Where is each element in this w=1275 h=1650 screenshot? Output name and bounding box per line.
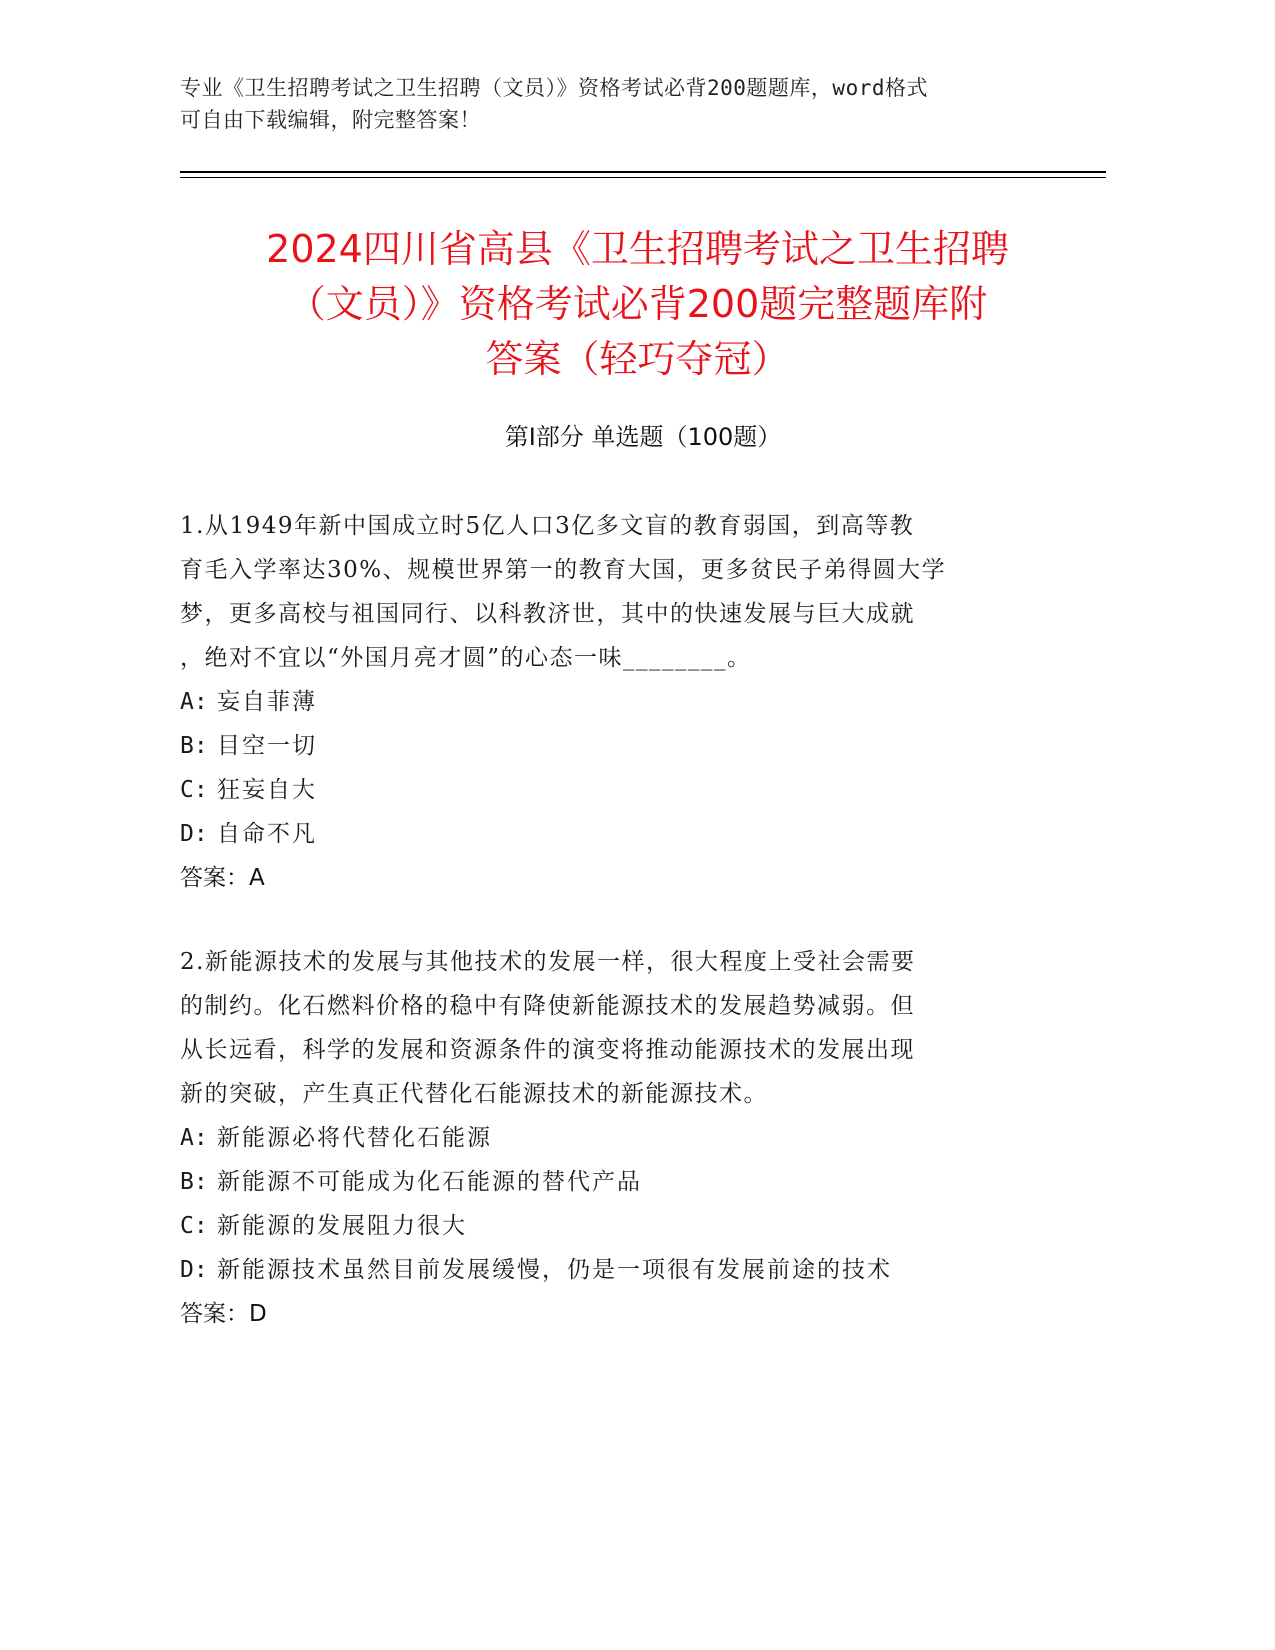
question-stem-line: ，绝对不宜以“外国月亮才圆”的心态一味________。 (180, 645, 752, 671)
option-letter: A: (180, 689, 208, 715)
header-divider-thick (180, 171, 1106, 173)
option-d (180, 1248, 1040, 1292)
document-title-line-2: （文员）》资格考试必背200题完整题库附 (287, 282, 988, 326)
option-b (180, 1160, 1040, 1204)
option-text: 妄自菲薄 (217, 689, 318, 715)
option-text: 新能源必将代替化石能源 (217, 1125, 493, 1151)
header-note-line-1: 专业《卫生招聘考试之卫生招聘（文员）》资格考试必背200题题库，word格式 (180, 76, 928, 100)
document-title-line-1: 2024四川省高县《卫生招聘考试之卫生招聘 (266, 227, 1009, 271)
question-stem-line: 新的突破，产生真正代替化石能源技术的新能源技术。 (180, 1081, 768, 1107)
section-title: 第Ⅰ部分 单选题（100题） (504, 423, 782, 451)
option-c (180, 768, 1040, 812)
header-note (180, 72, 1040, 136)
question-stem-line: 的制约。化石燃料价格的稳中有降使新能源技术的发展趋势减弱。但 (180, 993, 915, 1019)
option-text: 自命不凡 (217, 821, 318, 847)
answer: 答案：A (180, 865, 265, 891)
option-letter: C: (180, 1213, 208, 1239)
option-letter: C: (180, 777, 208, 803)
document-title (150, 222, 1125, 387)
question-stem-line: 育毛入学率达30%、规模世界第一的教育大国，更多贫民子弟得圆大学 (180, 557, 947, 583)
answer: 答案：D (180, 1301, 267, 1327)
option-letter: D: (180, 821, 208, 847)
option-text: 狂妄自大 (217, 777, 318, 803)
question-1 (180, 504, 1040, 900)
option-a (180, 1116, 1040, 1160)
question-stem-line: 2.新能源技术的发展与其他技术的发展一样，很大程度上受社会需要 (180, 949, 916, 975)
option-text: 目空一切 (217, 733, 318, 759)
question-stem-line: 梦，更多高校与祖国同行、以科教济世，其中的快速发展与巨大成就 (180, 601, 915, 627)
option-text: 新能源的发展阻力很大 (217, 1213, 468, 1239)
option-letter: B: (180, 733, 208, 759)
option-letter: B: (180, 1169, 208, 1195)
option-text: 新能源技术虽然目前发展缓慢，仍是一项很有发展前途的技术 (217, 1257, 893, 1283)
option-text: 新能源不可能成为化石能源的替代产品 (217, 1169, 643, 1195)
question-2 (180, 940, 1040, 1336)
document-title-line-3: 答案（轻巧夺冠） (485, 337, 790, 381)
option-b (180, 724, 1040, 768)
header-divider-thin (180, 177, 1106, 178)
option-c (180, 1204, 1040, 1248)
header-note-line-2: 可自由下载编辑，附完整答案！ (180, 108, 481, 132)
question-stem-line: 从长远看，科学的发展和资源条件的演变将推动能源技术的发展出现 (180, 1037, 915, 1063)
option-letter: A: (180, 1125, 208, 1151)
option-letter: D: (180, 1257, 208, 1283)
option-a (180, 680, 1040, 724)
question-stem-line: 1.从1949年新中国成立时5亿人口3亿多文盲的教育弱国，到高等教 (180, 513, 915, 539)
option-d (180, 812, 1040, 856)
